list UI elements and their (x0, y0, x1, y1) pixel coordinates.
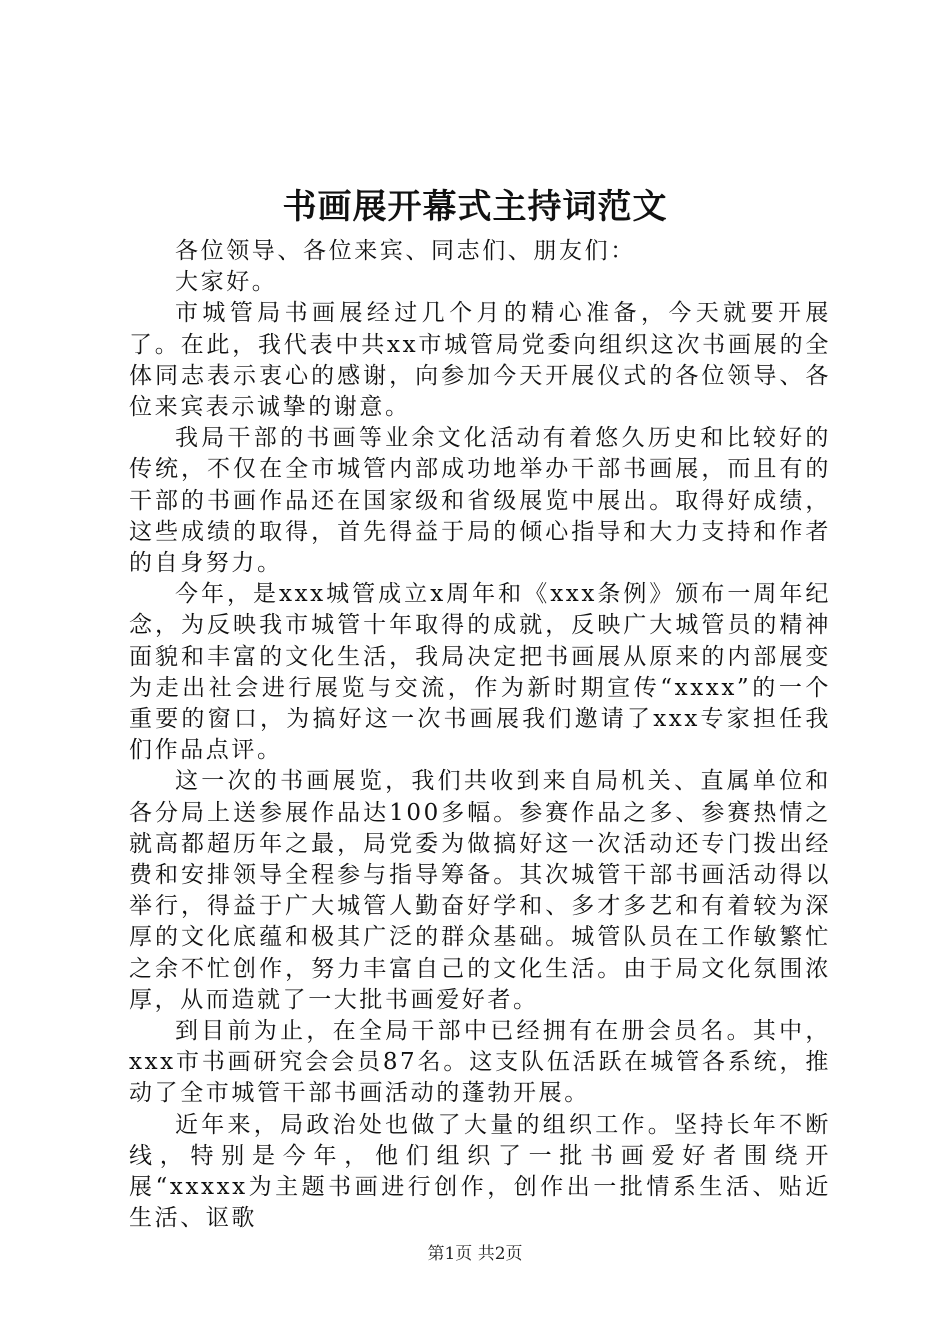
paragraph-salutation: 各位领导、各位来宾、同志们、朋友们： (175, 238, 636, 264)
paragraph-greeting: 大家好。 (175, 269, 278, 296)
document-title: 书画展开幕式主持词范文 (282, 187, 668, 227)
paragraph: 今年，是xxx城管成立x周年和《xxx条例》颁布一周年纪念，为反映我市城管十年取得的成就，反映广大城管员的精神面貌和丰富的文化生活，我局决定把书画展从原来的内部展变为走出社会进行展览与交流，作为新时期宣传“xxxx”的一个重要的窗口，为搞好这一次书画展我们邀请了xxx专家担任我们作品点评。 (129, 581, 831, 764)
paragraph: 我局干部的书画等业余文化活动有着悠久历史和比较好的传统，不仅在全市城管内部成功地举办干部书画展，而且有的干部的书画作品还在国家级和省级展览中展出。取得好成绩，这些成绩的取得，首先得益于局的倾心指导和大力支持和作者的自身努力。 (129, 425, 831, 577)
document-body (129, 236, 831, 1235)
paragraph: 这一次的书画展览，我们共收到来自局机关、直属单位和各分局上送参展作品达100多幅。参赛作品之多、参赛热情之就高都超历年之最，局党委为做搞好这一次活动还专门拨出经费和安排领导全程参与指导筹备。其次城管干部书画活动得以举行，得益于广大城管人勤奋好学和、多才多艺和有着较为深厚的文化底蕴和极其广泛的群众基础。城管队员在工作敏繁忙之余不忙创作，努力丰富自己的文化生活。由于局文化氛围浓厚，从而造就了一大批书画爱好者。 (129, 768, 831, 1013)
page-number-footer: 第1页 共2页 (427, 1244, 523, 1264)
paragraph: 市城管局书画展经过几个月的精心准备，今天就要开展了。在此，我代表中共xx市城管局党委向组织这次书画展的全体同志表示衷心的感谢，向参加今天开展仪式的各位领导、各位来宾表示诚挚的谢意。 (129, 300, 831, 421)
paragraph: 到目前为止，在全局干部中已经拥有在册会员名。其中，xxx市书画研究会会员87名。这支队伍活跃在城管各系统，推动了全市城管干部书画活动的蓬勃开展。 (129, 1018, 831, 1107)
paragraph: 近年来，局政治处也做了大量的组织工作。坚持长年不断线，特别是今年，他们组织了一批书画爱好者围绕开展“xxxxx为主题书画进行创作，创作出一批情系生活、贴近生活、讴歌 (129, 1111, 831, 1232)
